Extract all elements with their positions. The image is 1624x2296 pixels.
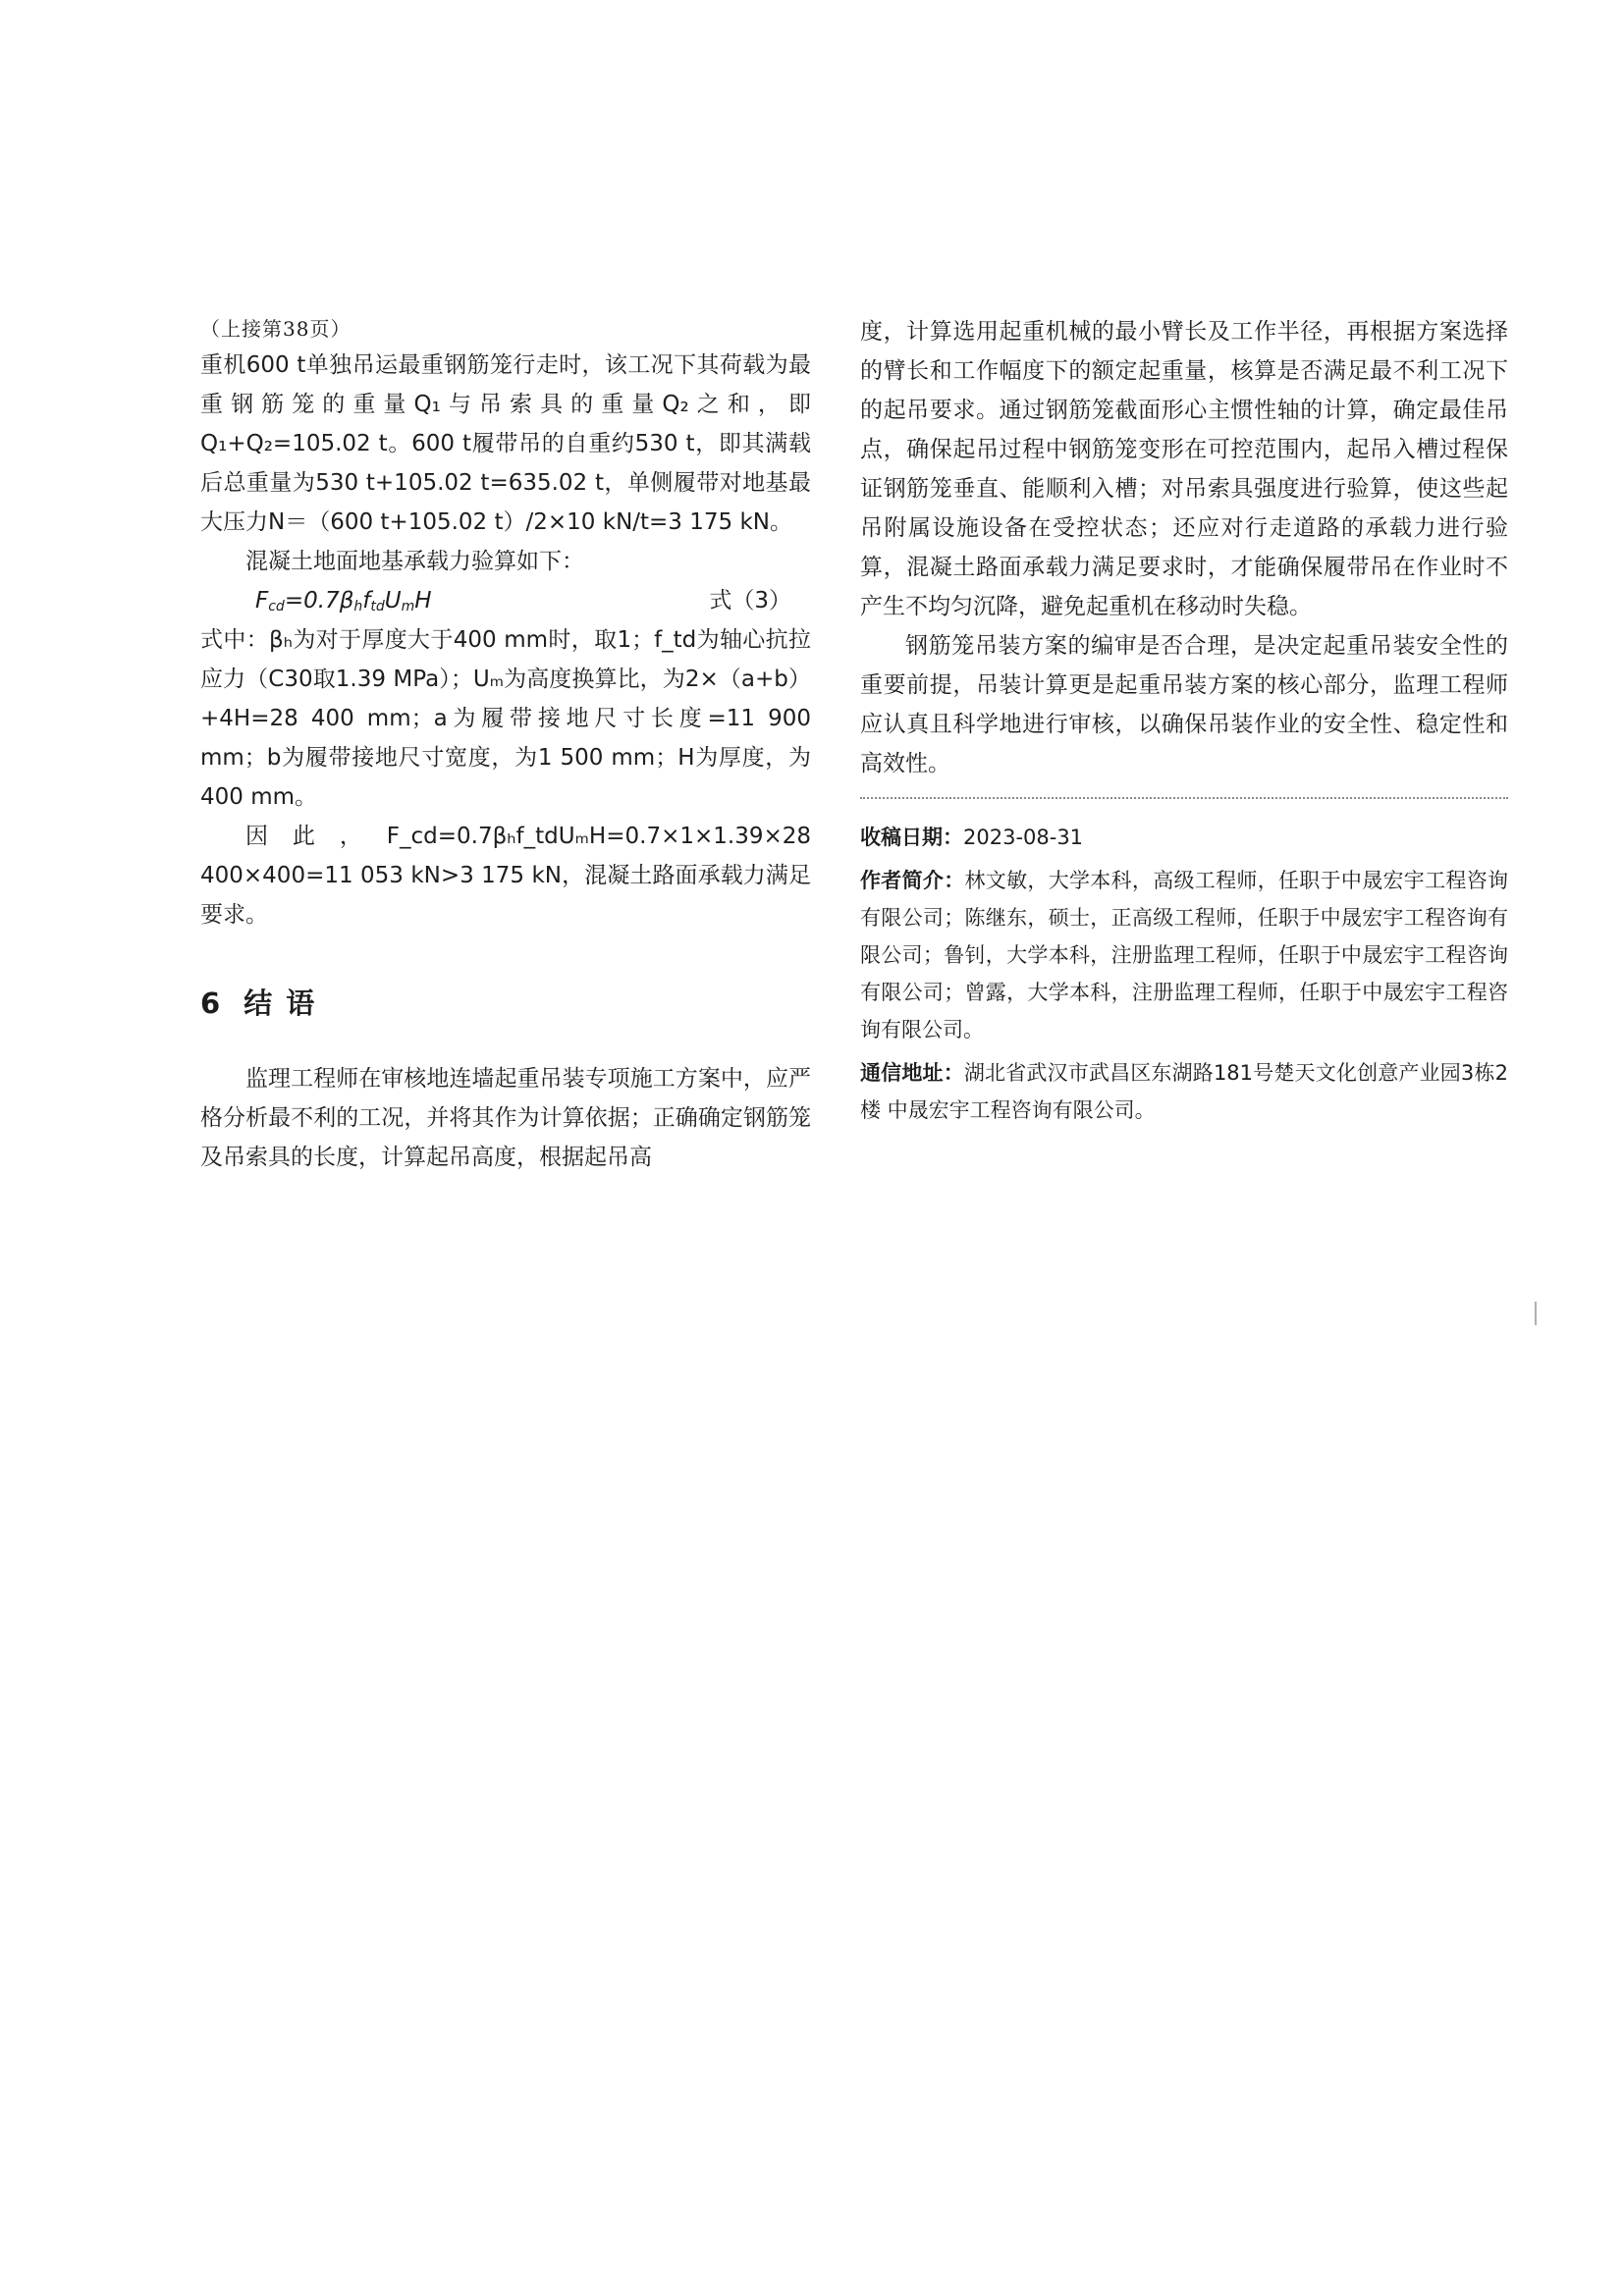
mailing-address	[860, 1054, 1508, 1129]
received-date	[860, 819, 1508, 856]
paragraph-load-calculation: 重机600 t单独吊运最重钢筋笼行走时，该工况下其荷载为最重钢筋笼的重量Q₁与吊索具的重量Q₂之和，即Q₁+Q₂=105.02 t。600 t履带吊的自重约530 t，即其满载后总重量为530 t+105.02 t=635.02 t，单侧履带对地基最大压力N＝（600 t+105.02 t）/2×10 kN/t=3 175 kN。	[200, 352, 811, 535]
dotted-divider	[860, 797, 1508, 799]
paragraph-conclusion-continued: 度，计算选用起重机械的最小臂长及工作半径，再根据方案选择的臂长和工作幅度下的额定起重量，核算是否满足最不利工况下的起吊要求。通过钢筋笼截面形心主惯性轴的计算，确定最佳吊点，确保起吊过程中钢筋笼变形在可控范围内，起吊入槽过程保证钢筋笼垂直、能顺利入槽；对吊索具强度进行验算，使这些起吊附属设施设备在受控状态；还应对行走道路的承载力进行验算，混凝土路面承载力满足要求时，才能确保履带吊在作业时不产生不均匀沉降，避免起重机在移动时失稳。	[860, 319, 1508, 619]
author-bio	[860, 862, 1508, 1048]
left-column	[200, 312, 811, 1177]
formula-3	[200, 581, 811, 620]
section-heading	[200, 982, 811, 1022]
paragraph-variable-definitions: 式中：βₕ为对于厚度大于400 mm时，取1；f_td为轴心抗拉应力（C30取1.39 MPa）；Uₘ为高度换算比，为2×（a+b）+4H=28 400 mm；a为履带接地尺寸长度=11 900 mm；b为履带接地尺寸宽度，为1 500 mm；H为厚度，为400 mm。	[200, 627, 811, 810]
mailing-address-label: 通信地址：	[860, 1061, 964, 1085]
mailing-address-value: 湖北省武汉市武昌区东湖路181号楚天文化创意产业园3栋2楼 中晟宏宇工程咨询有限公司。	[860, 1061, 1508, 1122]
received-date-value: 2023-08-31	[963, 826, 1084, 849]
section-title: 结 语	[244, 987, 317, 1020]
received-date-label: 收稿日期：	[860, 826, 963, 849]
author-bio-label: 作者简介：	[860, 869, 965, 892]
right-column	[860, 312, 1508, 1135]
author-bio-value: 林文敏，大学本科，高级工程师，任职于中晟宏宇工程咨询有限公司；陈继东，硕士，正高级工程师，任职于中晟宏宇工程咨询有限公司；鲁钊，大学本科，注册监理工程师，任职于中晟宏宇工程咨询有限公司；曾露，大学本科，注册监理工程师，任职于中晟宏宇工程咨询有限公司。	[860, 869, 1508, 1041]
formula-tag: 式（3）	[709, 588, 791, 614]
section-number: 6	[200, 987, 223, 1020]
paragraph-conclusion-start: 监理工程师在审核地连墙起重吊装专项施工方案中，应严格分析最不利的工况，并将其作为计算依据；正确确定钢筋笼及吊索具的长度，计算起吊高度，根据起吊高	[200, 1066, 811, 1170]
scan-mark	[1535, 1302, 1537, 1325]
paragraph-bearing-intro: 混凝土地面地基承载力验算如下：	[245, 549, 584, 574]
paragraph-bearing-result: 因此，F_cd=0.7βₕf_tdUₘH=0.7×1×1.39×28 400×400=11 053 kN>3 175 kN，混凝土路面承载力满足要求。	[200, 824, 811, 928]
formula-expression: $F_{cd}=0.7\beta_hf_{td}U_mH$	[255, 588, 432, 614]
continued-note: （上接第38页）	[200, 317, 352, 341]
paragraph-conclusion-summary: 钢筋笼吊装方案的编审是否合理，是决定起重吊装安全性的重要前提，吊装计算更是起重吊装方案的核心部分，监理工程师应认真且科学地进行审核，以确保吊装作业的安全性、稳定性和高效性。	[860, 633, 1508, 776]
